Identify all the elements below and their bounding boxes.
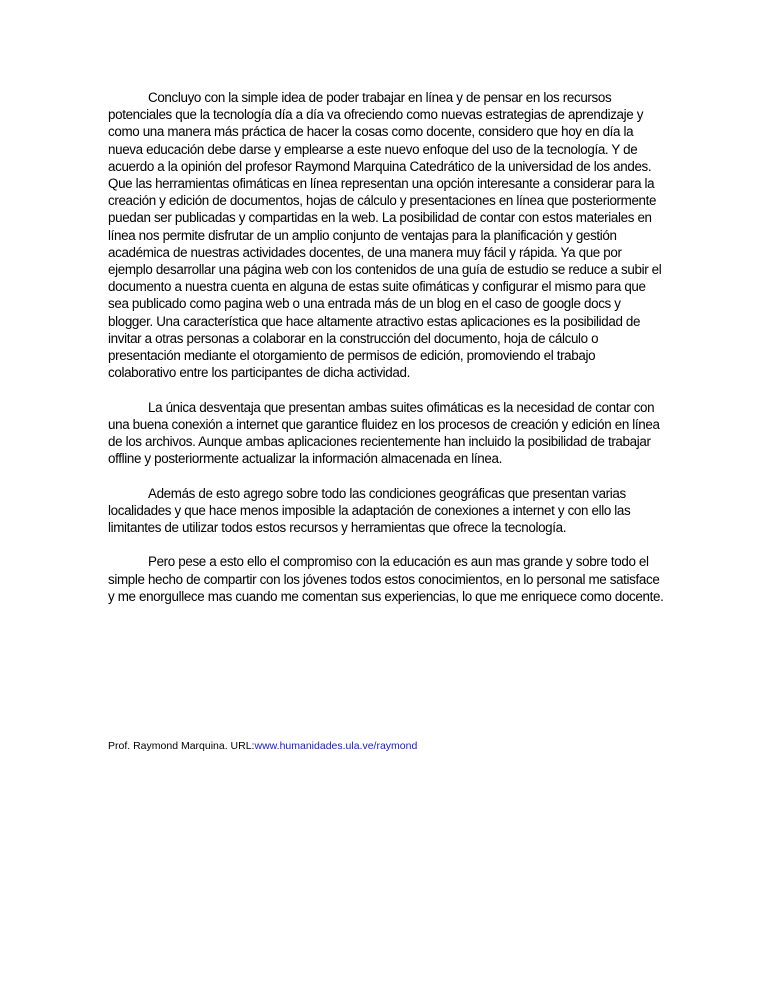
paragraph-commitment: Pero pese a esto ello el compromiso con la educación es aun mas grande y sobre todo el simple hecho de compartir con los jóvenes todos estos conocimientos, en lo personal me satisface y me enorgullece mas cuando me comentan sus experiencias, lo que me enriquece como docente.: [108, 554, 664, 604]
footer-credit: [108, 739, 417, 753]
footer-url-link[interactable]: www.humanidades.ula.ve/raymond: [254, 740, 418, 752]
paragraph-disadvantage: La única desventaja que presentan ambas suites ofimáticas es la necesidad de contar con una buena conexión a internet que garantice fluidez en los procesos de creación y edición en línea de los archivos. Aunque ambas aplicaciones recientemente han incluido la posibilidad de trabajar offline y posteriormente actualizar la información almacenada en línea.: [108, 399, 660, 467]
paragraph-conclusion: Concluyo con la simple idea de poder trabajar en línea y de pensar en los recursos potenciales que la tecnología día a día va ofreciendo como nuevas estrategias de aprendizaje y como una manera más práctica de hacer la cosas como docente, considero que hoy en día la nueva educación debe darse y emplearse a este nuevo enfoque del uso de la tecnología. Y de acuerdo a la opinión del profesor Raymond Marquina Catedrático de la universidad de los andes. Que las herramientas ofimáticas en línea representan una opción interesante a considerar para la creación y edición de documentos, hojas de cálculo y presentaciones en línea que posteriormente puedan ser publicadas y compartidas en la web. La posibilidad de contar con estos materiales en línea nos permite disfrutar de un amplio conjunto de ventajas para la planificación y gestión académica de nuestras actividades docentes, de una manera muy fácil y rápida. Ya que por ejemplo desarrollar una página web con los contenidos de una guía de estudio se reduce a subir el documento a nuestra cuenta en alguna de estas suite ofimáticas y configurar el mismo para que sea publicado como pagina web o una entrada más de un blog en el caso de google docs y blogger. Una característica que hace altamente atractivo estas aplicaciones es la posibilidad de invitar a otras personas a colaborar en la construcción del documento, hoja de cálculo o presentación mediante el otorgamiento de permisos de edición, promoviendo el trabajo colaborativo entre los participantes de dicha actividad.: [108, 90, 662, 381]
document-body: [108, 89, 664, 622]
footer-author-text: Prof. Raymond Marquina. URL:: [108, 740, 255, 752]
paragraph-geography: Además de esto agrego sobre todo las condiciones geográficas que presentan varias localidades y que hace menos imposible la adaptación de conexiones a internet y con ello las limitantes de utilizar todos estos recursos y herramientas que ofrece la tecnología.: [108, 485, 631, 536]
